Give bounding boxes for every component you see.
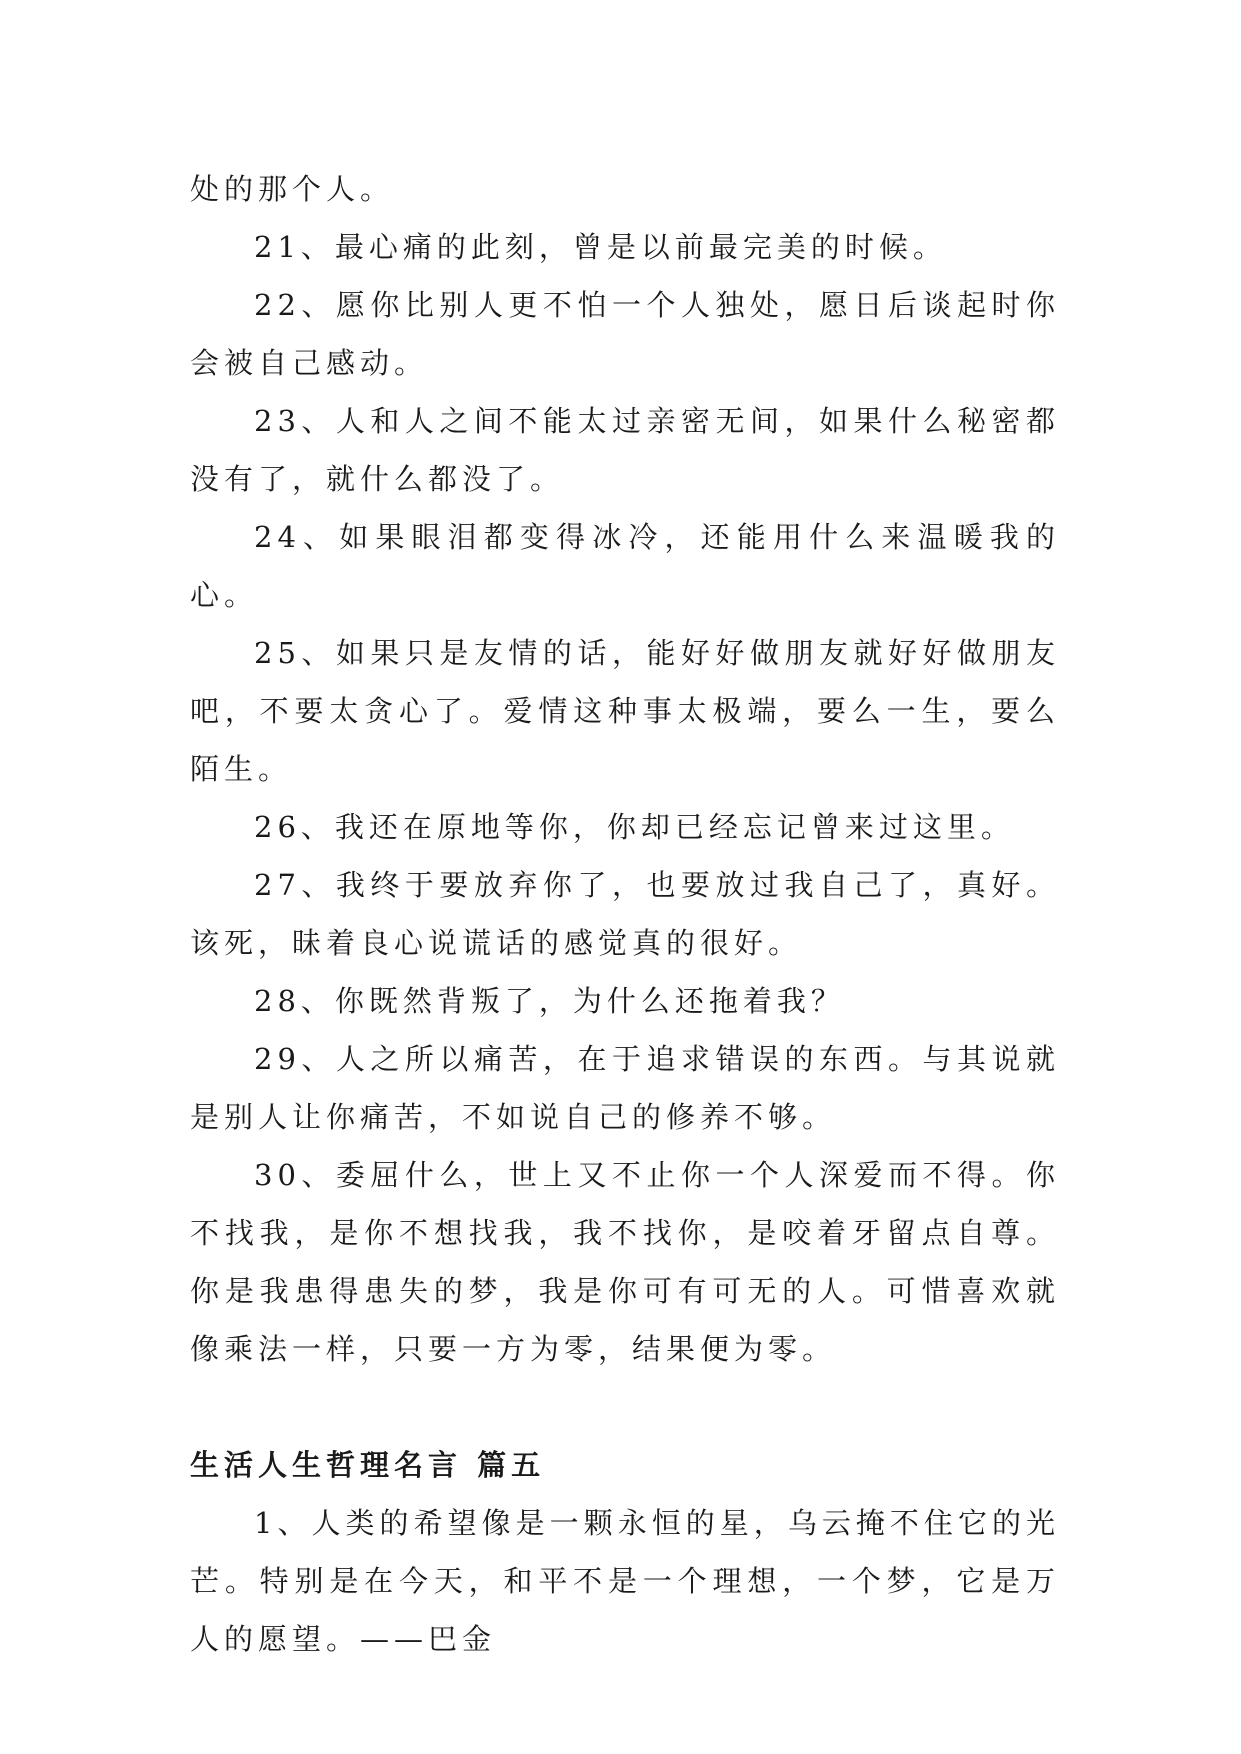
section-quote-1: 1、人类的希望像是一颗永恒的星，乌云掩不住它的光芒。特别是在今天，和平不是一个理想，一个梦，它是万人的愿望。——巴金 xyxy=(190,1506,1060,1656)
document-body xyxy=(190,160,1060,1668)
paragraph-continuation: 处的那个人。 xyxy=(190,172,395,206)
quote-24: 24、如果眼泪都变得冰冷，还能用什么来温暖我的心。 xyxy=(190,520,1060,612)
quote-22: 22、愿你比别人更不怕一个人独处，愿日后谈起时你会被自己感动。 xyxy=(190,288,1060,380)
section-heading: 生活人生哲理名言 篇五 xyxy=(190,1448,546,1482)
quote-25: 25、如果只是友情的话，能好好做朋友就好好做朋友吧，不要太贪心了。爱情这种事太极端，要么一生，要么陌生。 xyxy=(190,636,1060,786)
quote-29: 29、人之所以痛苦，在于追求错误的东西。与其说就是别人让你痛苦，不如说自己的修养不够。 xyxy=(190,1042,1060,1134)
quote-27: 27、我终于要放弃你了，也要放过我自己了，真好。该死，昧着良心说谎话的感觉真的很好。 xyxy=(190,868,1060,960)
quote-28: 28、你既然背叛了，为什么还拖着我？ xyxy=(254,984,845,1018)
quote-23: 23、人和人之间不能太过亲密无间，如果什么秘密都没有了，就什么都没了。 xyxy=(190,404,1060,496)
quote-30: 30、委屈什么，世上又不止你一个人深爱而不得。你不找我，是你不想找我，我不找你，是咬着牙留点自尊。你是我患得患失的梦，我是你可有可无的人。可惜喜欢就像乘法一样，只要一方为零，结果便为零。 xyxy=(190,1158,1060,1366)
quote-21: 21、最心痛的此刻，曾是以前最完美的时候。 xyxy=(254,230,947,264)
quote-26: 26、我还在原地等你，你却已经忘记曾来过这里。 xyxy=(254,810,1015,844)
